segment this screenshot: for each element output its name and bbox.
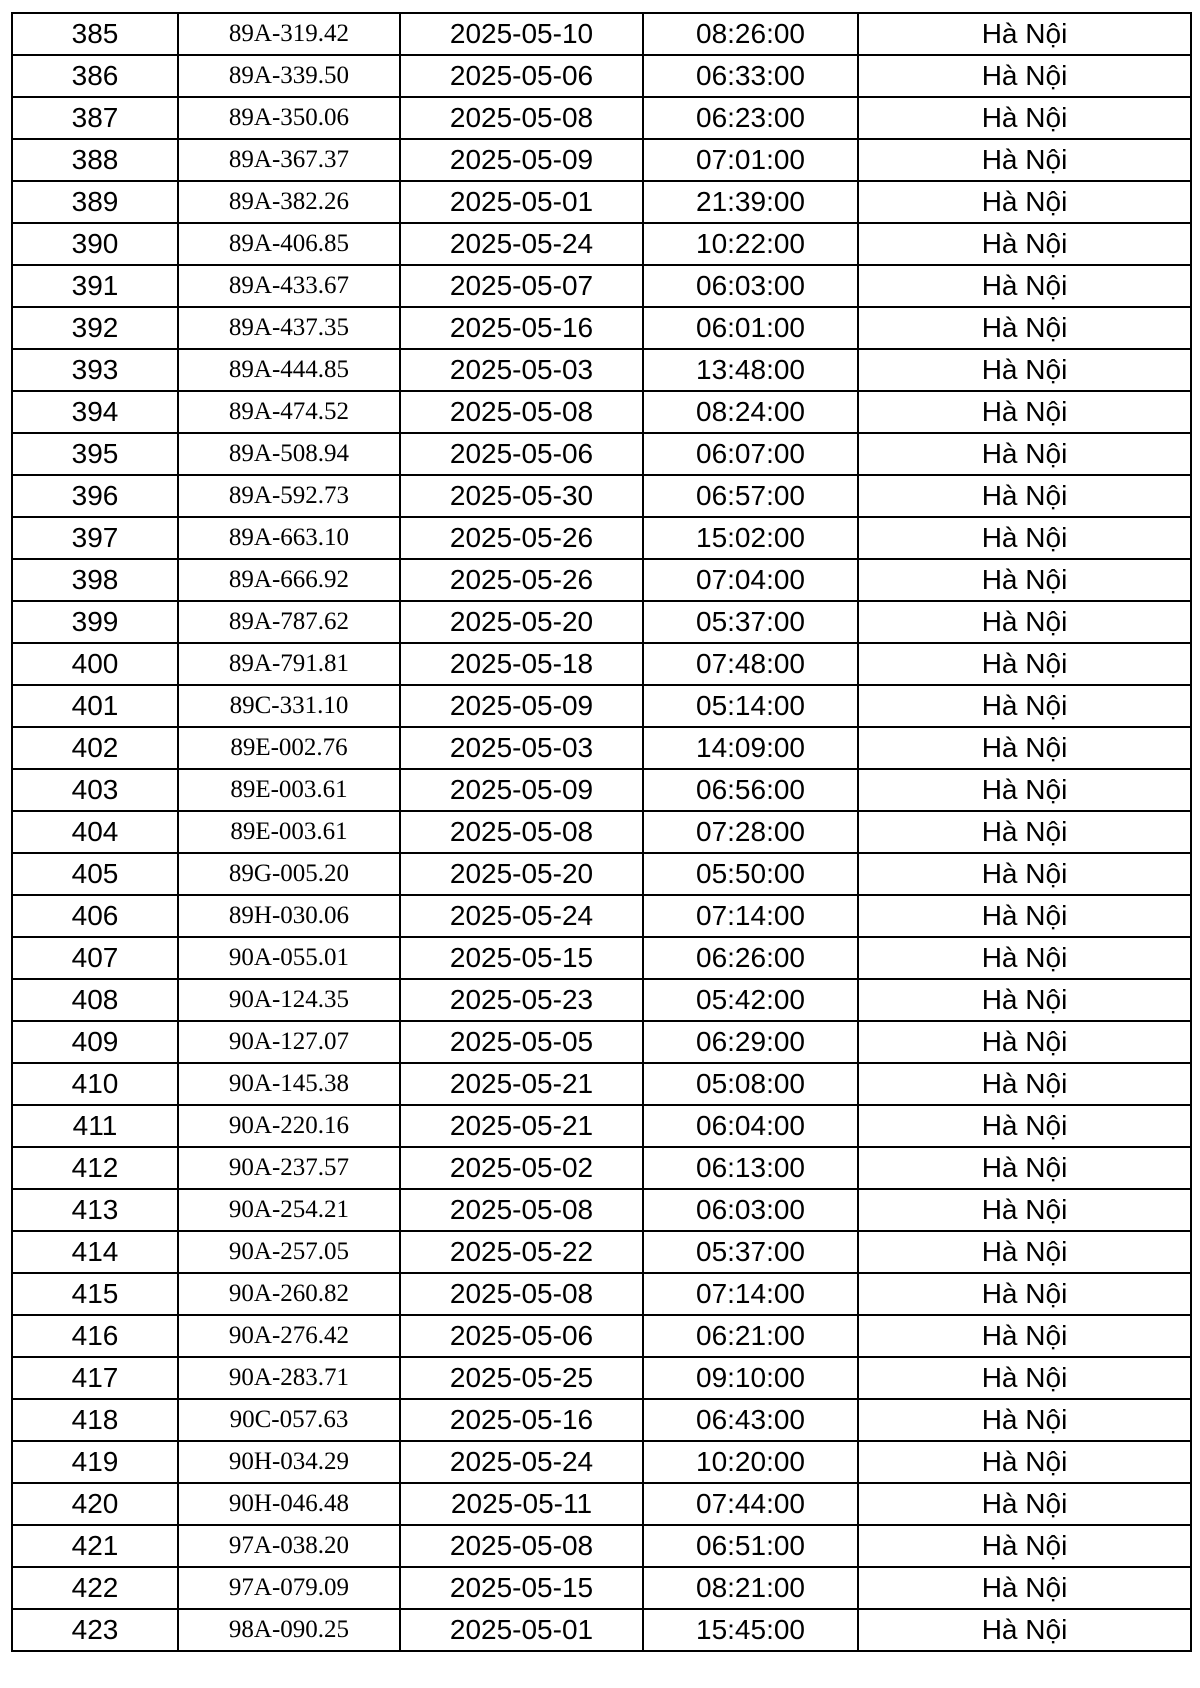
row-number-cell: 405 [12,853,178,895]
row-number-cell: 398 [12,559,178,601]
time-cell: 06:13:00 [643,1147,858,1189]
table-row [12,13,1191,55]
license-plate-cell: 89A-666.92 [178,559,400,601]
row-number-cell: 391 [12,265,178,307]
table-row [12,223,1191,265]
license-plate-cell: 90H-046.48 [178,1483,400,1525]
time-cell: 06:29:00 [643,1021,858,1063]
date-cell: 2025-05-11 [400,1483,643,1525]
license-plate-cell: 89A-592.73 [178,475,400,517]
time-cell: 13:48:00 [643,349,858,391]
location-cell: Hà Nội [858,433,1191,475]
table-row [12,1567,1191,1609]
license-plate-cell: 90A-145.38 [178,1063,400,1105]
row-number-cell: 394 [12,391,178,433]
time-cell: 05:50:00 [643,853,858,895]
date-cell: 2025-05-16 [400,1399,643,1441]
license-plate-cell: 89C-331.10 [178,685,400,727]
location-cell: Hà Nội [858,811,1191,853]
table-row [12,307,1191,349]
time-cell: 06:26:00 [643,937,858,979]
table-row [12,1063,1191,1105]
row-number-cell: 410 [12,1063,178,1105]
time-cell: 08:24:00 [643,391,858,433]
location-cell: Hà Nội [858,1441,1191,1483]
time-cell: 06:33:00 [643,55,858,97]
date-cell: 2025-05-09 [400,769,643,811]
license-plate-cell: 89G-005.20 [178,853,400,895]
row-number-cell: 416 [12,1315,178,1357]
row-number-cell: 411 [12,1105,178,1147]
time-cell: 05:37:00 [643,1231,858,1273]
date-cell: 2025-05-20 [400,853,643,895]
date-cell: 2025-05-21 [400,1063,643,1105]
license-plate-cell: 89A-663.10 [178,517,400,559]
table-row [12,853,1191,895]
time-cell: 06:56:00 [643,769,858,811]
table-row [12,1021,1191,1063]
date-cell: 2025-05-08 [400,391,643,433]
time-cell: 05:14:00 [643,685,858,727]
date-cell: 2025-05-08 [400,97,643,139]
row-number-cell: 389 [12,181,178,223]
time-cell: 08:26:00 [643,13,858,55]
time-cell: 10:22:00 [643,223,858,265]
row-number-cell: 385 [12,13,178,55]
license-plate-cell: 89A-508.94 [178,433,400,475]
table-row [12,1483,1191,1525]
table-row [12,97,1191,139]
date-cell: 2025-05-26 [400,517,643,559]
date-cell: 2025-05-08 [400,1525,643,1567]
license-plate-cell: 90A-127.07 [178,1021,400,1063]
time-cell: 05:37:00 [643,601,858,643]
license-plate-cell: 89A-433.67 [178,265,400,307]
date-cell: 2025-05-10 [400,13,643,55]
row-number-cell: 386 [12,55,178,97]
location-cell: Hà Nội [858,559,1191,601]
license-plate-cell: 89A-350.06 [178,97,400,139]
table-row [12,1315,1191,1357]
license-plate-cell: 90A-276.42 [178,1315,400,1357]
row-number-cell: 396 [12,475,178,517]
date-cell: 2025-05-23 [400,979,643,1021]
time-cell: 06:04:00 [643,1105,858,1147]
location-cell: Hà Nội [858,601,1191,643]
date-cell: 2025-05-22 [400,1231,643,1273]
location-cell: Hà Nội [858,55,1191,97]
license-plate-cell: 90A-237.57 [178,1147,400,1189]
license-plate-cell: 90A-254.21 [178,1189,400,1231]
date-cell: 2025-05-24 [400,895,643,937]
location-cell: Hà Nội [858,139,1191,181]
row-number-cell: 413 [12,1189,178,1231]
table-row [12,475,1191,517]
location-cell: Hà Nội [858,979,1191,1021]
table-row [12,1399,1191,1441]
row-number-cell: 393 [12,349,178,391]
location-cell: Hà Nội [858,895,1191,937]
time-cell: 14:09:00 [643,727,858,769]
table-row [12,1147,1191,1189]
table-body [12,13,1191,1651]
row-number-cell: 399 [12,601,178,643]
row-number-cell: 419 [12,1441,178,1483]
row-number-cell: 420 [12,1483,178,1525]
date-cell: 2025-05-18 [400,643,643,685]
table-row [12,643,1191,685]
time-cell: 06:07:00 [643,433,858,475]
location-cell: Hà Nội [858,1063,1191,1105]
date-cell: 2025-05-26 [400,559,643,601]
table-row [12,1525,1191,1567]
date-cell: 2025-05-06 [400,1315,643,1357]
date-cell: 2025-05-03 [400,727,643,769]
location-cell: Hà Nội [858,1273,1191,1315]
location-cell: Hà Nội [858,97,1191,139]
time-cell: 06:43:00 [643,1399,858,1441]
row-number-cell: 423 [12,1609,178,1651]
location-cell: Hà Nội [858,1357,1191,1399]
date-cell: 2025-05-08 [400,1273,643,1315]
license-plate-cell: 89E-003.61 [178,769,400,811]
date-cell: 2025-05-09 [400,139,643,181]
time-cell: 05:42:00 [643,979,858,1021]
location-cell: Hà Nội [858,13,1191,55]
row-number-cell: 422 [12,1567,178,1609]
row-number-cell: 412 [12,1147,178,1189]
row-number-cell: 390 [12,223,178,265]
table-row [12,685,1191,727]
time-cell: 06:03:00 [643,1189,858,1231]
table-row [12,1441,1191,1483]
license-plate-cell: 89A-319.42 [178,13,400,55]
location-cell: Hà Nội [858,307,1191,349]
time-cell: 06:03:00 [643,265,858,307]
license-plate-cell: 89H-030.06 [178,895,400,937]
time-cell: 07:04:00 [643,559,858,601]
row-number-cell: 415 [12,1273,178,1315]
time-cell: 07:48:00 [643,643,858,685]
row-number-cell: 408 [12,979,178,1021]
date-cell: 2025-05-03 [400,349,643,391]
location-cell: Hà Nội [858,1105,1191,1147]
date-cell: 2025-05-06 [400,433,643,475]
time-cell: 15:02:00 [643,517,858,559]
time-cell: 07:44:00 [643,1483,858,1525]
location-cell: Hà Nội [858,517,1191,559]
time-cell: 05:08:00 [643,1063,858,1105]
row-number-cell: 418 [12,1399,178,1441]
row-number-cell: 409 [12,1021,178,1063]
location-cell: Hà Nội [858,853,1191,895]
location-cell: Hà Nội [858,1189,1191,1231]
table-row [12,1357,1191,1399]
location-cell: Hà Nội [858,1147,1191,1189]
time-cell: 07:14:00 [643,1273,858,1315]
location-cell: Hà Nội [858,685,1191,727]
location-cell: Hà Nội [858,1525,1191,1567]
table-row [12,769,1191,811]
table-row [12,601,1191,643]
row-number-cell: 387 [12,97,178,139]
date-cell: 2025-05-15 [400,1567,643,1609]
table-row [12,265,1191,307]
location-cell: Hà Nội [858,1231,1191,1273]
row-number-cell: 402 [12,727,178,769]
table-row [12,517,1191,559]
table-row [12,391,1191,433]
table-row [12,349,1191,391]
row-number-cell: 392 [12,307,178,349]
location-cell: Hà Nội [858,1021,1191,1063]
time-cell: 09:10:00 [643,1357,858,1399]
license-plate-cell: 89A-367.37 [178,139,400,181]
date-cell: 2025-05-06 [400,55,643,97]
location-cell: Hà Nội [858,475,1191,517]
location-cell: Hà Nội [858,727,1191,769]
date-cell: 2025-05-01 [400,1609,643,1651]
date-cell: 2025-05-02 [400,1147,643,1189]
location-cell: Hà Nội [858,1483,1191,1525]
row-number-cell: 406 [12,895,178,937]
table-row [12,1105,1191,1147]
location-cell: Hà Nội [858,937,1191,979]
date-cell: 2025-05-30 [400,475,643,517]
license-plate-cell: 98A-090.25 [178,1609,400,1651]
row-number-cell: 401 [12,685,178,727]
location-cell: Hà Nội [858,391,1191,433]
row-number-cell: 400 [12,643,178,685]
date-cell: 2025-05-01 [400,181,643,223]
date-cell: 2025-05-05 [400,1021,643,1063]
location-cell: Hà Nội [858,265,1191,307]
time-cell: 06:57:00 [643,475,858,517]
row-number-cell: 414 [12,1231,178,1273]
date-cell: 2025-05-24 [400,223,643,265]
license-plate-cell: 89E-003.61 [178,811,400,853]
location-cell: Hà Nội [858,1315,1191,1357]
table-row [12,1231,1191,1273]
row-number-cell: 403 [12,769,178,811]
location-cell: Hà Nội [858,349,1191,391]
table-row [12,55,1191,97]
time-cell: 10:20:00 [643,1441,858,1483]
row-number-cell: 407 [12,937,178,979]
table-row [12,1273,1191,1315]
date-cell: 2025-05-20 [400,601,643,643]
date-cell: 2025-05-09 [400,685,643,727]
location-cell: Hà Nội [858,1567,1191,1609]
license-plate-cell: 89A-791.81 [178,643,400,685]
time-cell: 15:45:00 [643,1609,858,1651]
table-row [12,559,1191,601]
location-cell: Hà Nội [858,223,1191,265]
time-cell: 07:14:00 [643,895,858,937]
license-plate-cell: 89A-437.35 [178,307,400,349]
location-cell: Hà Nội [858,181,1191,223]
table-row [12,1189,1191,1231]
date-cell: 2025-05-07 [400,265,643,307]
row-number-cell: 388 [12,139,178,181]
table-row [12,1609,1191,1651]
license-plate-cell: 89A-406.85 [178,223,400,265]
time-cell: 06:21:00 [643,1315,858,1357]
date-cell: 2025-05-25 [400,1357,643,1399]
table-row [12,811,1191,853]
table-row [12,727,1191,769]
time-cell: 21:39:00 [643,181,858,223]
license-plate-cell: 89A-474.52 [178,391,400,433]
time-cell: 07:28:00 [643,811,858,853]
date-cell: 2025-05-16 [400,307,643,349]
row-number-cell: 397 [12,517,178,559]
license-plate-cell: 89A-787.62 [178,601,400,643]
table-row [12,937,1191,979]
time-cell: 06:51:00 [643,1525,858,1567]
license-plate-cell: 97A-079.09 [178,1567,400,1609]
location-cell: Hà Nội [858,769,1191,811]
table-row [12,181,1191,223]
license-plate-cell: 90A-220.16 [178,1105,400,1147]
row-number-cell: 395 [12,433,178,475]
row-number-cell: 404 [12,811,178,853]
license-plate-cell: 90H-034.29 [178,1441,400,1483]
license-plate-cell: 89A-444.85 [178,349,400,391]
row-number-cell: 421 [12,1525,178,1567]
time-cell: 06:01:00 [643,307,858,349]
license-plate-cell: 90A-055.01 [178,937,400,979]
date-cell: 2025-05-08 [400,1189,643,1231]
license-plate-cell: 90A-124.35 [178,979,400,1021]
license-plate-cell: 89E-002.76 [178,727,400,769]
table-row [12,979,1191,1021]
license-plate-cell: 89A-339.50 [178,55,400,97]
date-cell: 2025-05-08 [400,811,643,853]
license-plate-cell: 90C-057.63 [178,1399,400,1441]
date-cell: 2025-05-24 [400,1441,643,1483]
row-number-cell: 417 [12,1357,178,1399]
license-plate-cell: 90A-257.05 [178,1231,400,1273]
location-cell: Hà Nội [858,643,1191,685]
time-cell: 07:01:00 [643,139,858,181]
time-cell: 08:21:00 [643,1567,858,1609]
license-plate-cell: 89A-382.26 [178,181,400,223]
location-cell: Hà Nội [858,1609,1191,1651]
table-row [12,895,1191,937]
location-cell: Hà Nội [858,1399,1191,1441]
date-cell: 2025-05-15 [400,937,643,979]
license-plate-cell: 90A-260.82 [178,1273,400,1315]
violation-table [11,12,1192,1652]
license-plate-cell: 90A-283.71 [178,1357,400,1399]
license-plate-cell: 97A-038.20 [178,1525,400,1567]
time-cell: 06:23:00 [643,97,858,139]
table-row [12,433,1191,475]
table-row [12,139,1191,181]
date-cell: 2025-05-21 [400,1105,643,1147]
